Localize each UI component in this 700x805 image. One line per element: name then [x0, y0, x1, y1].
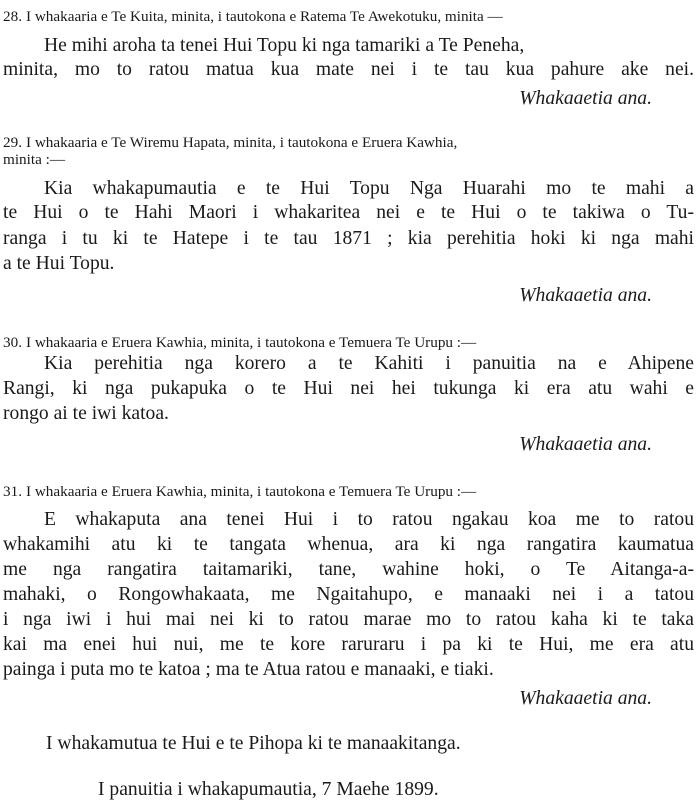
motion-number: 31. [3, 483, 22, 500]
motion-body-line: te Hui o te Hahi Maori i whakaritea nei e te Hui o te takiwa o Tu- [3, 202, 694, 223]
motion-header-text: I whakaaria e Te Kuita, minita, i tautokona e Ratema Te Awekotuku, minita — [25, 8, 503, 25]
motion-body-line: i nga iwi i hui mai nei ki to ratou marae mo to ratou kaha ki te taka [3, 609, 694, 630]
motion-body-line: E whakaputa ana tenei Hui i to ratou ngakau koa me to ratou [44, 509, 694, 530]
motion-number: 29. [3, 134, 22, 151]
motion-header-text: I whakaaria e Eruera Kawhia, minita, i tautokona e Temuera Te Urupu :— [25, 483, 477, 500]
motion-header-continuation: minita :— [3, 151, 66, 168]
motion-header-text: I whakaaria e Te Wiremu Hapata, minita, i tautokona e Eruera Kawhia, [25, 134, 458, 151]
motion-body-line: whakamihi atu ki te tangata whenua, ara ki nga rangatira kaumatua [3, 534, 694, 555]
motion-number: 28. [3, 8, 22, 25]
motion-header [3, 134, 694, 152]
motion-body-line: Kia whakapumautia e te Hui Topu Nga Huarahi mo te mahi a [44, 178, 694, 199]
motion-header-text: I whakaaria e Eruera Kawhia, minita, i tautokona e Temuera Te Urupu :— [25, 334, 477, 351]
motion-body-line: He mihi aroha ta tenei Hui Topu ki nga tamariki a Te Peneha, [44, 35, 525, 56]
motion-header [3, 483, 694, 501]
motion-header [3, 8, 694, 26]
motion-body-line: minita, mo to ratou matua kua mate nei i te tau kua pahure ake nei. [3, 59, 694, 80]
motion-number: 30. [3, 334, 22, 351]
motion-body-line: Kia perehitia nga korero a te Kahiti i panuitia na e Ahipene [44, 353, 694, 374]
motion-header [3, 334, 694, 352]
motion-body-line: Rangi, ki nga pukapuka o te Hui nei hei tukunga ki era atu wahi e [3, 378, 694, 399]
publication-date: I panuitia i whakapumautia, 7 Maehe 1899. [98, 779, 439, 800]
motion-body-line: a te Hui Topu. [3, 253, 115, 274]
motion-body-line: painga i puta mo te katoa ; ma te Atua ratou e manaaki, e tiaki. [3, 659, 494, 680]
motion-resolution: Whakaaetia ana. [519, 434, 652, 455]
motion-resolution: Whakaaetia ana. [519, 285, 652, 306]
motion-body-line: mahaki, o Rongowhakaata, me Ngaitahupo, e manaaki nei i a tatou [3, 584, 694, 605]
adjournment-note: I whakamutua te Hui e te Pihopa ki te manaakitanga. [46, 733, 461, 754]
motion-body-line: me nga rangatira taitamariki, tane, wahine hoki, o Te Aitanga-a- [3, 559, 694, 580]
motion-body-line: kai ma enei hui nui, me te kore raruraru i pa ki te Hui, me era atu [3, 634, 694, 655]
motion-body-line: ranga i tu ki te Hatepe i te tau 1871 ; kia perehitia hoki ki nga mahi [3, 228, 694, 249]
motion-resolution: Whakaaetia ana. [519, 88, 652, 109]
motion-resolution: Whakaaetia ana. [519, 688, 652, 709]
motion-body-line: rongo ai te iwi katoa. [3, 403, 169, 424]
